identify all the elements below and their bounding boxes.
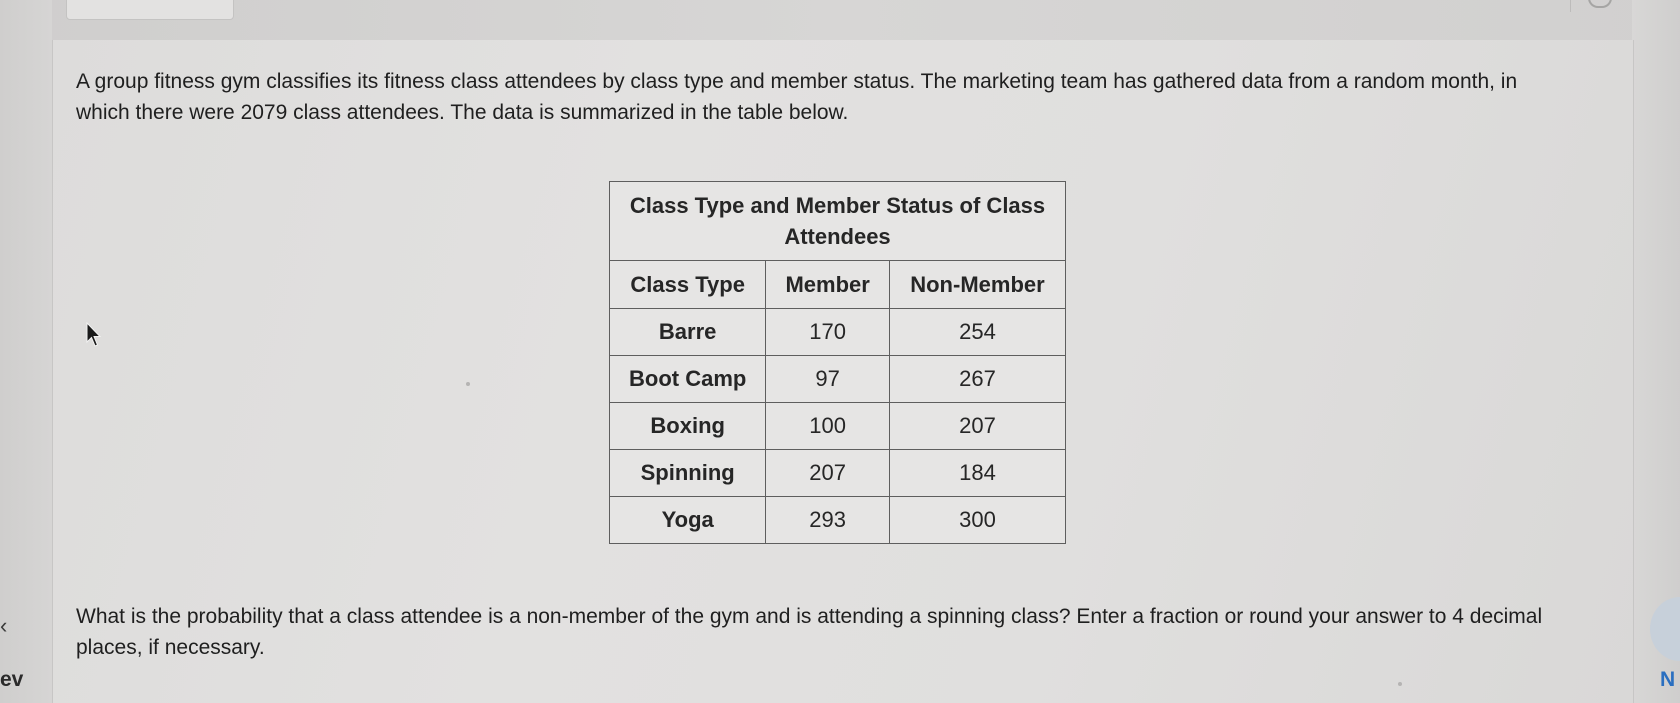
class-type-cell: Barre <box>610 309 766 356</box>
left-edge <box>0 0 52 703</box>
prev-button[interactable]: ev <box>0 668 24 691</box>
intro-text: A group fitness gym classifies its fitness class attendees by class type and member status. The marketing team has gathered data from a random month, in which there were 2079 class attendees. The data is summarized in the table below. <box>76 70 1518 124</box>
question-text: What is the probability that a class attendee is a non-member of the gym and is attending a spinning class? Enter a fraction or round your answer to 4 decimal places, if necessary. <box>76 605 1543 659</box>
table-row <box>610 497 1066 544</box>
table-row <box>610 356 1066 403</box>
top-bar <box>0 0 1680 40</box>
member-cell: 293 <box>766 497 890 544</box>
non-member-cell: 207 <box>889 403 1065 450</box>
chevron-left-icon[interactable]: ‹ <box>0 613 8 638</box>
member-cell: 170 <box>766 309 890 356</box>
table-row <box>610 450 1066 497</box>
member-cell: 207 <box>766 450 890 497</box>
non-member-cell: 254 <box>889 309 1065 356</box>
table-caption: Class Type and Member Status of Class Attendees <box>610 182 1066 261</box>
header-class-type: Class Type <box>610 261 766 309</box>
table-row <box>610 403 1066 450</box>
question-tab[interactable] <box>66 0 234 20</box>
member-cell: 100 <box>766 403 890 450</box>
non-member-cell: 267 <box>889 356 1065 403</box>
timer-divider <box>1570 0 1571 12</box>
class-type-cell: Boxing <box>610 403 766 450</box>
non-member-cell: 300 <box>889 497 1065 544</box>
table-row <box>610 309 1066 356</box>
timer-icon[interactable] <box>1588 0 1612 8</box>
header-member: Member <box>766 261 890 309</box>
member-cell: 97 <box>766 356 890 403</box>
header-non-member: Non-Member <box>889 261 1065 309</box>
class-type-cell: Yoga <box>610 497 766 544</box>
class-type-cell: Boot Camp <box>610 356 766 403</box>
class-type-cell: Spinning <box>610 450 766 497</box>
smudge-dot <box>466 382 470 386</box>
smudge-dot <box>1398 682 1402 686</box>
non-member-cell: 184 <box>889 450 1065 497</box>
data-table <box>609 181 1066 544</box>
arrow-cursor-icon <box>86 322 102 350</box>
table-header-row <box>610 261 1066 309</box>
next-button[interactable]: N <box>1660 668 1676 691</box>
